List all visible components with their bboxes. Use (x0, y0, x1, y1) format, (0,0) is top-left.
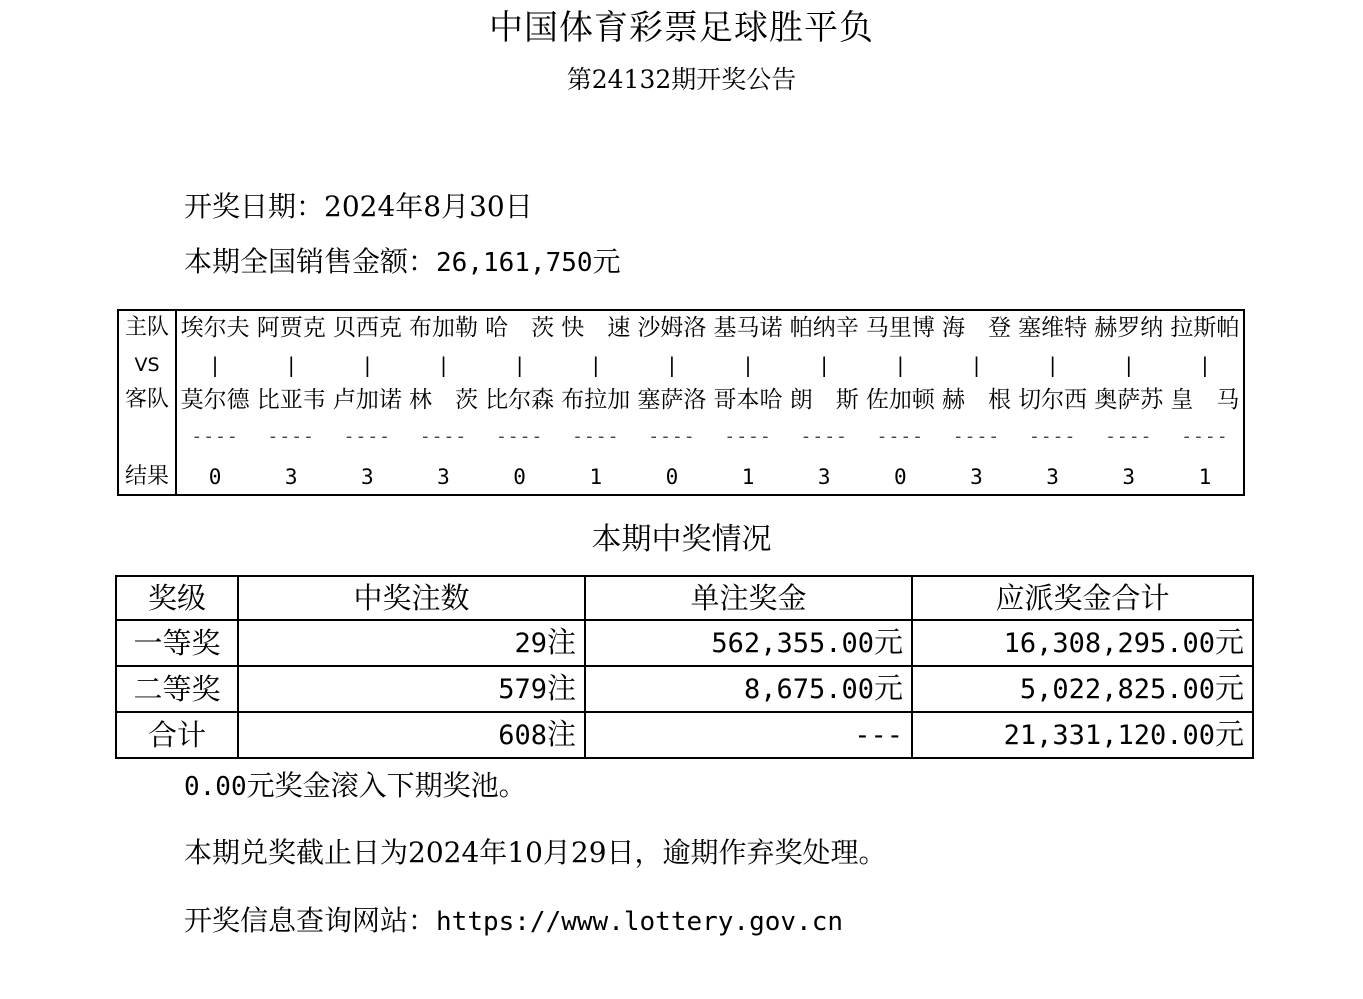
winner-count: 29注 (238, 620, 585, 666)
vs-separator: | (970, 353, 983, 377)
vs-separator: | (665, 353, 678, 377)
website-note (184, 901, 843, 942)
vs-separator: | (1046, 353, 1059, 377)
dash-separator: ---- (1181, 426, 1229, 447)
match-column (558, 311, 634, 494)
table-row (116, 666, 1253, 712)
away-team: 赫 根 (941, 387, 1011, 413)
dash-separator: ---- (1028, 426, 1077, 447)
match-column (482, 311, 558, 494)
single-prize: 562,355.00元 (585, 620, 912, 666)
home-team: 贝西克 (332, 315, 402, 341)
match-result: 3 (284, 465, 298, 489)
total-prize: 5,022,825.00元 (912, 666, 1253, 712)
away-team: 莫尔德 (180, 387, 250, 413)
home-team: 帕纳辛 (789, 315, 859, 341)
dash-separator: ---- (1105, 426, 1153, 447)
match-column (938, 311, 1014, 494)
dash-separator: ---- (267, 426, 315, 447)
sales-unit: 元 (592, 245, 621, 278)
label-result: 结果 (124, 464, 169, 489)
home-team: 塞维特 (1018, 315, 1088, 341)
match-result: 1 (1198, 465, 1212, 489)
away-team: 塞萨洛 (637, 387, 707, 413)
away-team: 皇 马 (1170, 387, 1240, 413)
match-result: 0 (513, 465, 526, 489)
match-result: 3 (970, 465, 983, 489)
match-column (405, 311, 481, 494)
away-team: 佐加顿 (865, 387, 935, 413)
home-team: 埃尔夫 (180, 315, 250, 341)
vs-separator: | (894, 353, 907, 377)
dash-separator: ---- (648, 426, 696, 447)
label-vs: VS (134, 354, 160, 376)
vs-separator: | (437, 353, 450, 377)
dash-separator: ---- (419, 426, 468, 447)
away-team: 比尔森 (485, 387, 555, 413)
home-team: 布加勒 (408, 315, 478, 341)
label-away-team: 客队 (124, 387, 169, 412)
match-column (329, 311, 405, 494)
away-team: 哥本哈 (713, 387, 783, 413)
vs-separator: | (1122, 353, 1135, 377)
website-link[interactable]: https://www.lottery.gov.cn (436, 907, 844, 937)
draw-date-label: 开奖日期： (184, 190, 325, 223)
away-team: 朗 斯 (789, 387, 859, 413)
match-result: 3 (1046, 465, 1059, 489)
issue-subtitle: 第24132期开奖公告 (566, 65, 797, 94)
header-total-prize: 应派奖金合计 (912, 576, 1253, 620)
home-team: 阿贾克 (256, 315, 326, 341)
away-team: 奥萨苏 (1094, 387, 1164, 413)
dash-separator: ---- (343, 426, 392, 447)
dash-separator: ---- (495, 426, 544, 447)
table-row (116, 620, 1253, 666)
match-column (253, 311, 329, 494)
match-column (1015, 311, 1091, 494)
match-column (634, 311, 710, 494)
header-count: 中奖注数 (238, 576, 585, 620)
deadline-prefix: 本期兑奖截止日为 (184, 836, 409, 869)
match-column (177, 311, 253, 494)
deadline-suffix: ，逾期作弃奖处理。 (634, 836, 887, 869)
winner-count: 579注 (238, 666, 585, 712)
rollover-text: 元奖金滚入下期奖池。 (246, 769, 527, 802)
vs-separator: | (1198, 353, 1211, 377)
prize-level: 合计 (116, 712, 238, 758)
match-column (1091, 311, 1167, 494)
home-team: 马里博 (865, 315, 935, 341)
match-result: 3 (437, 465, 450, 489)
match-results-table (117, 309, 1245, 496)
match-result: 0 (208, 465, 222, 489)
away-team: 卢加诺 (332, 387, 402, 413)
home-team: 哈 茨 (485, 315, 555, 341)
match-result: 0 (894, 465, 907, 489)
vs-separator: | (742, 353, 755, 377)
single-prize: 8,675.00元 (585, 666, 912, 712)
match-column (710, 311, 786, 494)
away-team: 切尔西 (1018, 387, 1088, 413)
home-team: 沙姆洛 (637, 315, 707, 341)
table-row (116, 712, 1253, 758)
prize-level: 二等奖 (116, 666, 238, 712)
match-column (862, 311, 938, 494)
match-result: 3 (817, 465, 831, 489)
page-title: 中国体育彩票足球胜平负 (489, 8, 874, 48)
vs-separator: | (209, 353, 222, 377)
sales-label: 本期全国销售金额： (184, 245, 437, 278)
away-team: 比亚韦 (256, 387, 326, 413)
match-column (786, 311, 862, 494)
rollover-note (184, 766, 527, 807)
away-team: 布拉加 (561, 387, 631, 413)
draw-date-line (184, 187, 533, 227)
match-row-labels (119, 311, 177, 494)
header-level: 奖级 (116, 576, 238, 620)
home-team: 基马诺 (713, 315, 783, 341)
dash-separator: ---- (724, 426, 772, 447)
header-single-prize: 单注奖金 (585, 576, 912, 620)
prize-level: 一等奖 (116, 620, 238, 666)
total-prize: 21,331,120.00元 (912, 712, 1253, 758)
dash-separator: ---- (876, 426, 925, 447)
vs-separator: | (589, 353, 602, 377)
label-home-team: 主队 (124, 315, 169, 340)
rollover-amount: 0.00 (184, 772, 247, 802)
sales-line (184, 242, 621, 283)
dash-separator: ---- (800, 426, 848, 447)
home-team: 海 登 (941, 315, 1011, 341)
website-label: 开奖信息查询网站： (184, 904, 437, 937)
match-result: 3 (1122, 465, 1136, 489)
single-prize: --- (585, 712, 912, 758)
home-team: 赫罗纳 (1094, 315, 1164, 341)
match-result: 1 (589, 465, 603, 489)
home-team: 快 速 (561, 315, 631, 341)
vs-separator: | (818, 353, 831, 377)
vs-separator: | (361, 353, 374, 377)
winner-count: 608注 (238, 712, 585, 758)
vs-separator: | (285, 353, 298, 377)
total-prize: 16,308,295.00元 (912, 620, 1253, 666)
sales-value: 26,161,750 (436, 248, 593, 278)
match-result: 3 (361, 465, 374, 489)
home-team: 拉斯帕 (1170, 315, 1240, 341)
prize-section-title: 本期中奖情况 (591, 522, 772, 557)
vs-separator: | (513, 353, 526, 377)
match-result: 0 (665, 465, 679, 489)
away-team: 林 茨 (408, 387, 478, 413)
deadline-date: 2024年10月29日 (408, 836, 635, 869)
deadline-note (184, 833, 887, 873)
match-result: 1 (741, 465, 755, 489)
dash-separator: ---- (191, 426, 239, 447)
match-column (1167, 311, 1243, 494)
dash-separator: ---- (572, 426, 620, 447)
prize-table (115, 575, 1254, 759)
match-columns (177, 311, 1243, 494)
draw-date-value: 2024年8月30日 (324, 190, 533, 223)
dash-separator: ---- (952, 426, 1001, 447)
prize-header-row (116, 576, 1253, 620)
